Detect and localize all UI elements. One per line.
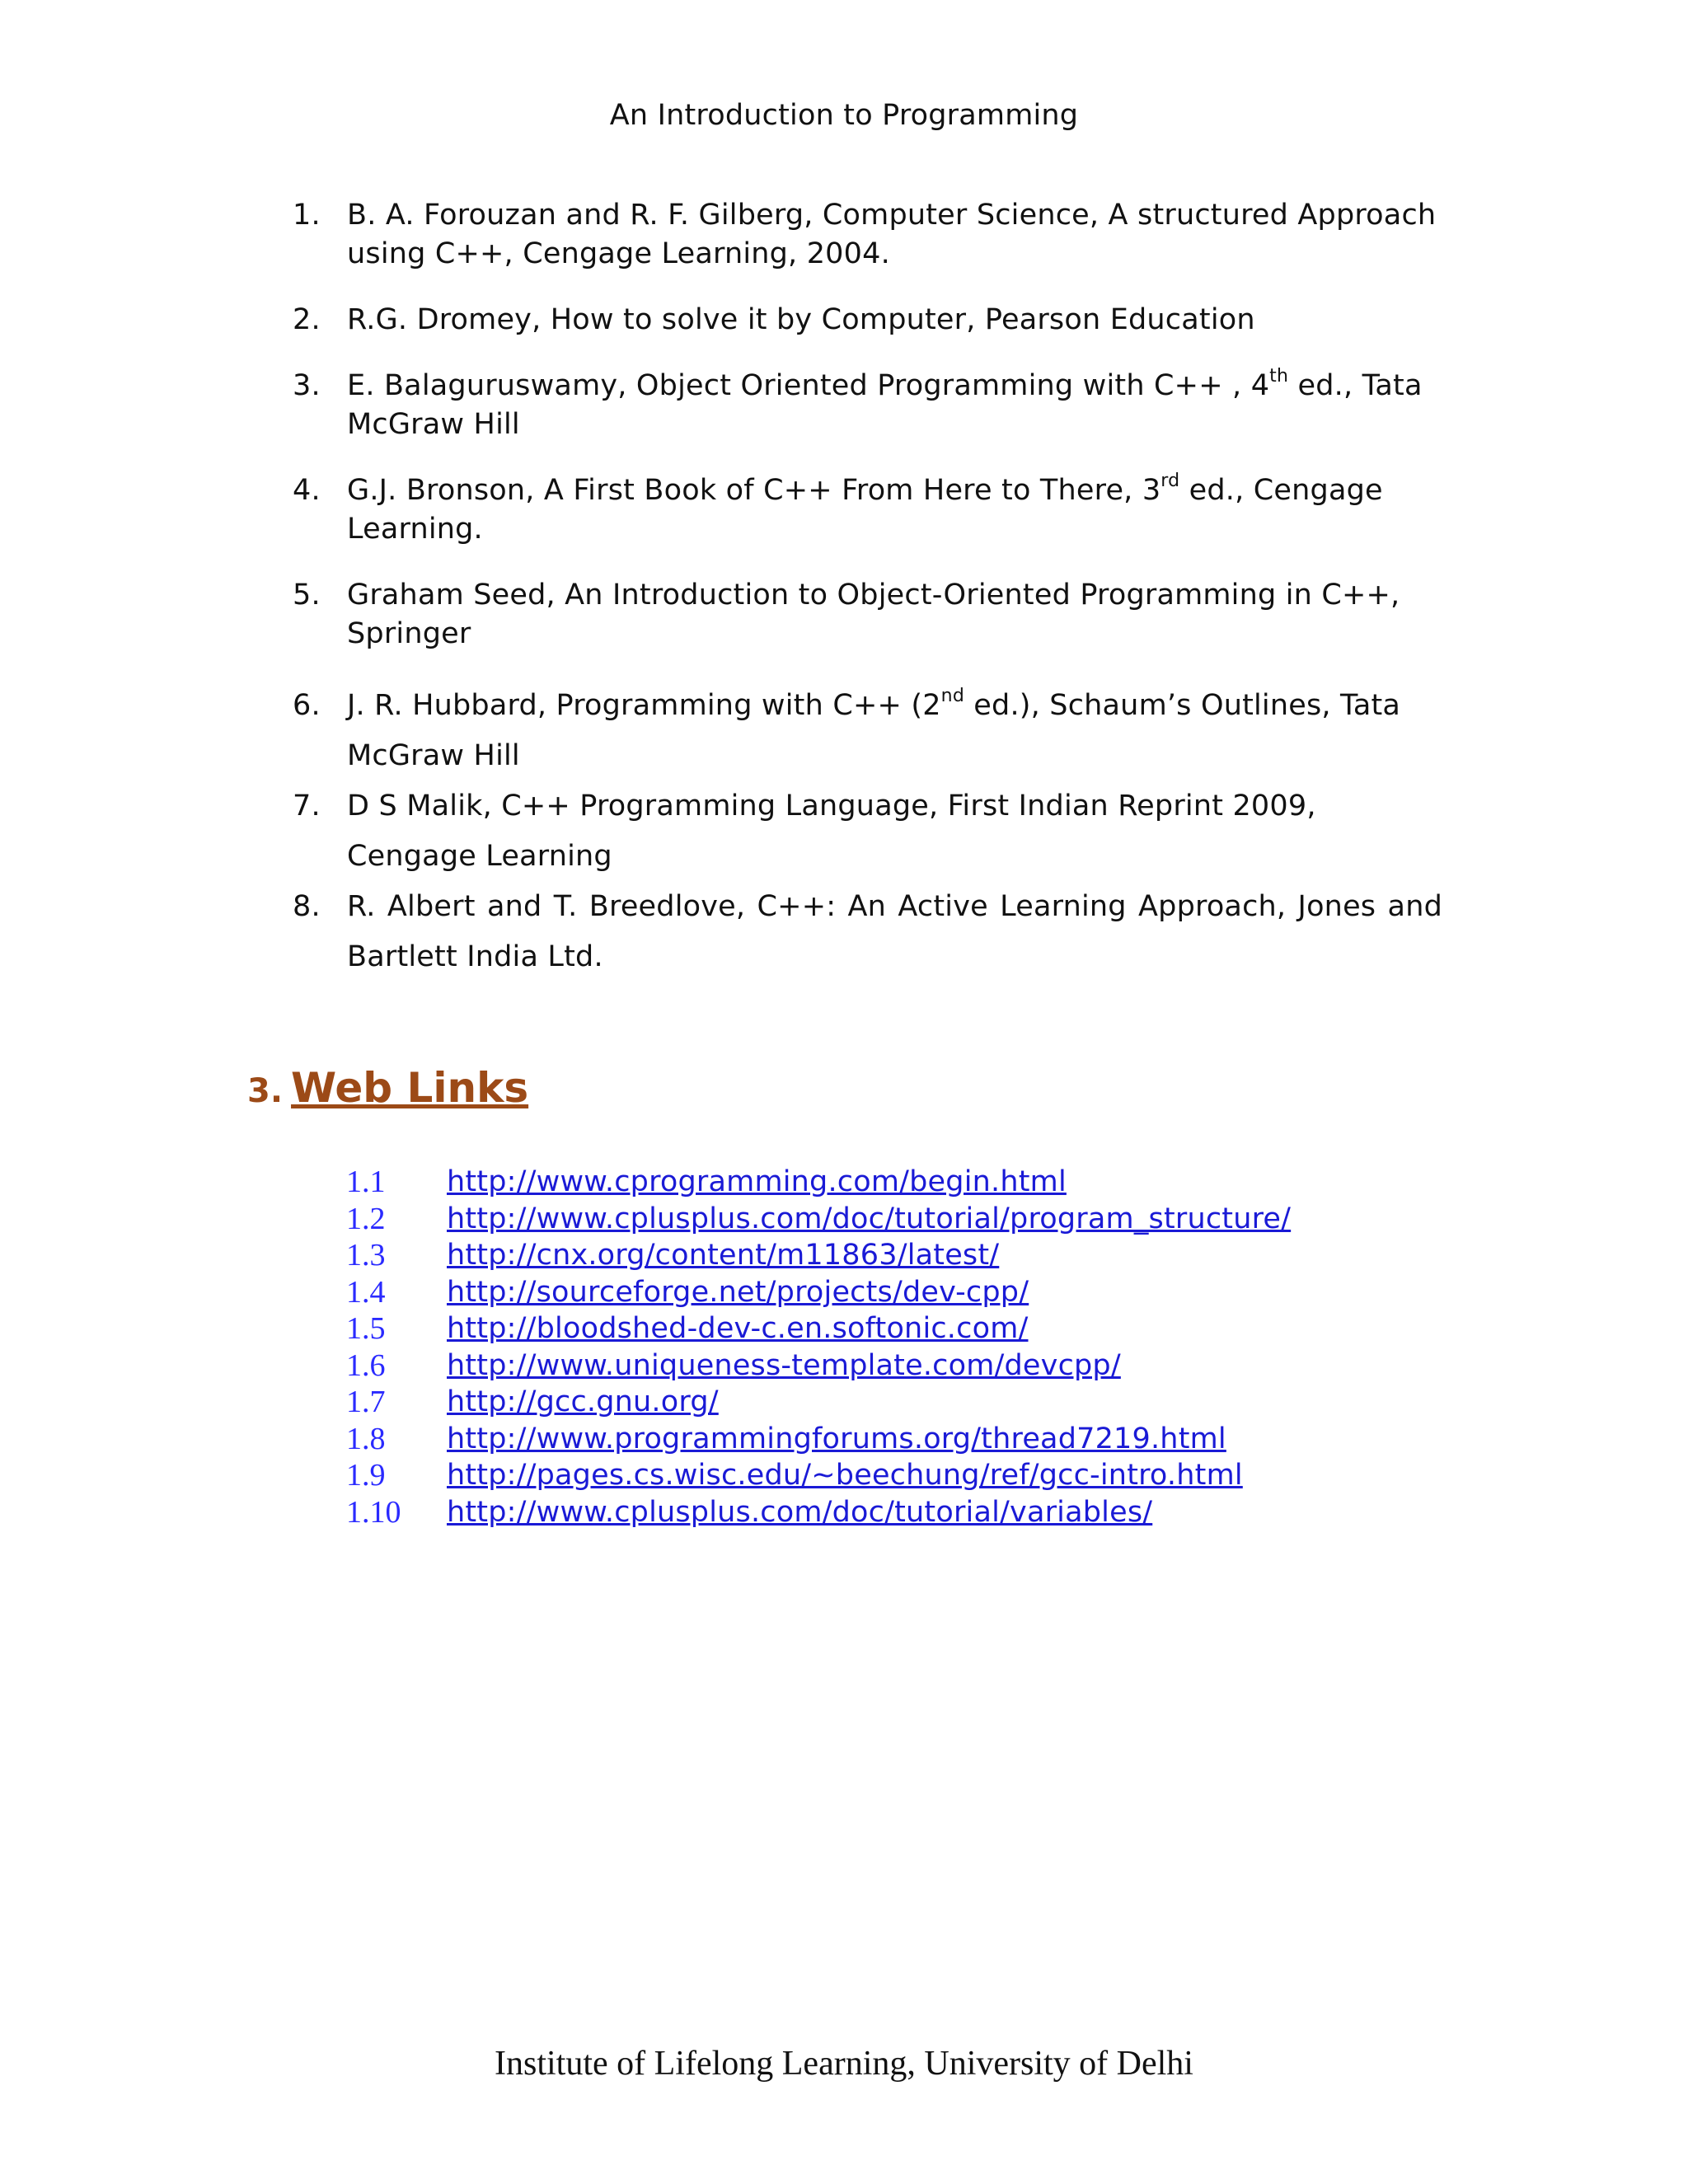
web-link[interactable]: http://cnx.org/content/m11863/latest/ xyxy=(447,1239,1000,1272)
web-link-number: 1.3 xyxy=(346,1238,386,1273)
reference-number: 2. xyxy=(293,303,321,336)
web-link-item xyxy=(346,1347,1291,1385)
web-link[interactable]: http://gcc.gnu.org/ xyxy=(447,1385,719,1419)
web-link[interactable]: http://bloodshed-dev-c.en.softonic.com/ xyxy=(447,1312,1029,1346)
reference-text-rest: ed., Tata McGraw Hill xyxy=(347,369,1423,441)
web-link-item xyxy=(346,1237,1291,1274)
reference-item xyxy=(293,367,1442,444)
reference-text xyxy=(347,681,1442,781)
web-link-item xyxy=(346,1310,1291,1347)
reference-text: Graham Seed, An Introduction to Object-Oriented Programming in C++, Springer xyxy=(347,579,1400,650)
web-link-item xyxy=(346,1421,1291,1458)
section-title: Web Links xyxy=(291,1064,529,1112)
reference-item xyxy=(293,576,1442,654)
web-link-number: 1.2 xyxy=(346,1201,386,1236)
reference-text-rest: ed., Cengage Learning. xyxy=(347,474,1383,546)
reference-item xyxy=(293,196,1442,274)
reference-text: B. A. Forouzan and R. F. Gilberg, Computer Science, A structured Approach using C++, Cengage Learning, 2004. xyxy=(347,199,1437,270)
reference-text-main: G.J. Bronson, A First Book of C++ From Here to There, 3 xyxy=(347,474,1161,507)
reference-text-rest: ed.), Schaum’s Outlines, Tata McGraw Hill xyxy=(347,689,1401,772)
web-link[interactable]: http://www.uniqueness-template.com/devcpp/ xyxy=(447,1348,1121,1382)
web-link-number: 1.8 xyxy=(346,1421,386,1456)
web-link-item xyxy=(346,1384,1291,1421)
web-link-number: 1.6 xyxy=(346,1347,386,1383)
reference-item xyxy=(293,301,1442,340)
web-link[interactable]: http://www.cprogramming.com/begin.html xyxy=(447,1165,1067,1199)
web-link-number: 1.1 xyxy=(346,1165,386,1200)
reference-text xyxy=(347,367,1442,444)
web-link-item xyxy=(346,1274,1291,1311)
reference-item xyxy=(293,882,1442,982)
reference-number: 4. xyxy=(293,474,321,507)
web-link[interactable]: http://www.cplusplus.com/doc/tutorial/variables/ xyxy=(447,1495,1153,1529)
running-header: An Introduction to Programming xyxy=(609,99,1079,132)
web-link-number: 1.9 xyxy=(346,1458,386,1493)
reference-number: 1. xyxy=(293,199,321,232)
reference-number: 6. xyxy=(293,689,321,722)
web-link[interactable]: http://pages.cs.wisc.edu/~beechung/ref/gcc-intro.html xyxy=(447,1459,1243,1493)
reference-text xyxy=(347,471,1442,549)
reference-text-main: E. Balaguruswamy, Object Oriented Programming with C++ , 4 xyxy=(347,369,1270,402)
web-link-number: 1.10 xyxy=(346,1494,401,1530)
reference-number: 7. xyxy=(293,790,321,823)
web-link-number: 1.5 xyxy=(346,1311,386,1347)
reference-text: R.G. Dromey, How to solve it by Computer, Pearson Education xyxy=(347,303,1255,336)
web-link[interactable]: http://sourceforge.net/projects/dev-cpp/ xyxy=(447,1275,1029,1309)
reference-item xyxy=(293,471,1442,549)
ordinal-superscript: rd xyxy=(1160,471,1180,491)
reference-text: D S Malik, C++ Programming Language, First Indian Reprint 2009, Cengage Learning xyxy=(347,790,1316,873)
web-link-item xyxy=(346,1164,1291,1201)
web-link-item xyxy=(346,1201,1291,1238)
web-links-list xyxy=(346,1164,1291,1530)
web-link[interactable]: http://www.programmingforums.org/thread7219.html xyxy=(447,1422,1226,1455)
web-link-item xyxy=(346,1457,1291,1494)
web-link-item xyxy=(346,1494,1291,1531)
section-heading-web-links xyxy=(247,1064,528,1112)
ordinal-superscript: nd xyxy=(940,686,964,706)
reference-item xyxy=(293,681,1442,781)
reference-number: 8. xyxy=(293,890,321,923)
reference-number: 5. xyxy=(293,579,321,612)
web-link[interactable]: http://www.cplusplus.com/doc/tutorial/program_structure/ xyxy=(447,1202,1292,1235)
reference-text: R. Albert and T. Breedlove, C++: An Active Learning Approach, Jones and Bartlett India Ltd. xyxy=(347,890,1442,973)
reference-item xyxy=(293,781,1442,882)
ordinal-superscript: th xyxy=(1269,366,1289,387)
reference-list xyxy=(293,196,1442,982)
reference-number: 3. xyxy=(293,369,321,402)
reference-text-main: J. R. Hubbard, Programming with C++ (2 xyxy=(347,689,941,722)
web-link-number: 1.4 xyxy=(346,1274,386,1310)
page-footer: Institute of Lifelong Learning, University of Delhi xyxy=(495,2045,1193,2083)
section-number: 3. xyxy=(247,1072,284,1110)
web-link-number: 1.7 xyxy=(346,1385,386,1420)
